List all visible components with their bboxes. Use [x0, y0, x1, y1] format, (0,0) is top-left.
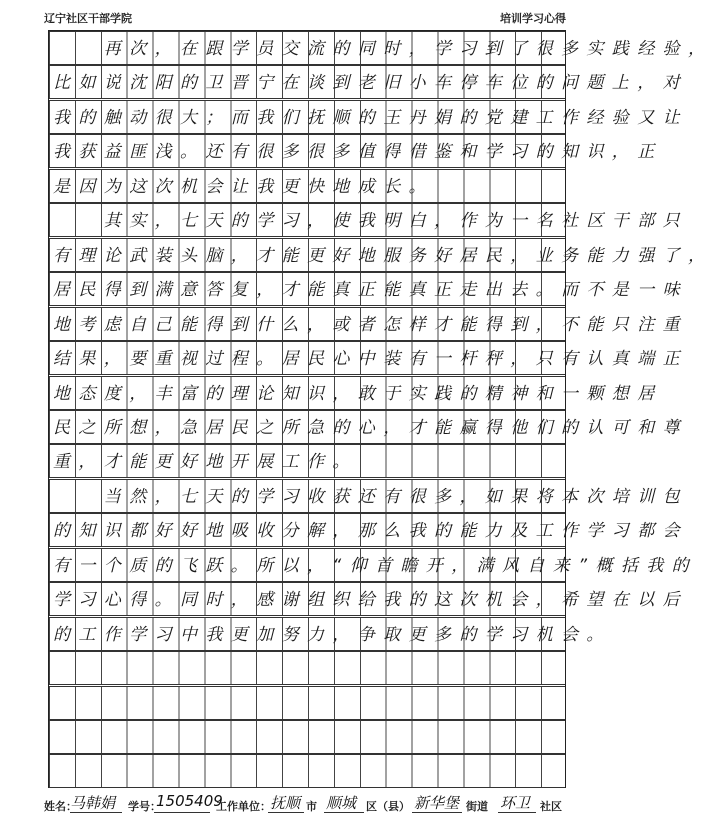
district-label: 区（县） [366, 800, 410, 813]
grid-row [49, 100, 688, 134]
student-info-footer [44, 792, 564, 816]
handwritten-line: 当然，七天的学习收获还有很多，如果将本次培训包 [53, 486, 688, 507]
city-value: 抚顺 [270, 794, 301, 812]
handwritten-line: 结果，要重视过程。居民心中装有一杆秤，只有认真端正 [53, 349, 688, 370]
work-unit-label: 工作单位： [216, 800, 271, 813]
grid-row [49, 65, 688, 99]
street-label: 街道 [466, 800, 488, 813]
grid-row [49, 341, 688, 375]
grid-row [49, 754, 565, 788]
grid-row [49, 582, 688, 616]
handwritten-line: 居民得到满意答复，才能真正能真正走出去。而不是一味 [53, 280, 688, 301]
grid-row [49, 548, 698, 582]
document-type-header: 培训学习心得 [500, 12, 566, 25]
community-label: 社区 [540, 800, 562, 813]
writing-grid [48, 30, 713, 788]
grid-row [49, 686, 565, 720]
city-underline [268, 812, 304, 813]
handwritten-line: 民之所想，急居民之所急的心，才能赢得他们的认可和尊 [53, 417, 688, 438]
student-id-underline [154, 812, 210, 813]
grid-row [49, 134, 663, 168]
institution-header: 辽宁社区干部学院 [44, 12, 132, 25]
grid-row [49, 410, 688, 444]
handwritten-line [53, 760, 561, 784]
name-value: 马韩娟 [70, 794, 116, 812]
handwritten-line: 其实，七天的学习，使我明白，作为一名社区干部只 [53, 211, 688, 232]
grid-row [49, 203, 688, 237]
district-value: 顺城 [326, 794, 357, 812]
handwritten-line [53, 657, 561, 681]
grid-row [49, 307, 688, 341]
handwritten-line: 再次，在跟学员交流的同时，学习到了很多实践经验， [53, 39, 713, 59]
handwritten-line: 的知识都好好地吸收分解，那么我的能力及工作学习都会 [53, 521, 688, 542]
handwritten-line: 重，才能更好地开展工作。 [53, 452, 358, 473]
handwritten-line: 地态度，丰富的理论知识，敢于实践的精神和一颗想居 [53, 383, 663, 404]
grid-row [49, 376, 663, 410]
grid-row [49, 238, 713, 272]
handwritten-line [53, 692, 561, 716]
street-underline [412, 812, 462, 813]
grid-row [49, 169, 565, 203]
student-id-label: 学号： [128, 800, 161, 813]
handwritten-line: 学习心得。同时，感谢组织给我的这次机会，希望在以后 [53, 590, 688, 611]
handwritten-line [53, 726, 561, 750]
city-label: 市 [306, 800, 317, 813]
grid-row [49, 479, 688, 513]
grid-row [49, 720, 565, 754]
name-underline [70, 812, 122, 813]
handwritten-line: 比如说沈阳的卫晋宁在谈到老旧小车停车位的问题上，对 [53, 73, 688, 94]
grid-row [49, 444, 565, 478]
grid-row [49, 31, 713, 65]
handwritten-line: 是因为这次机会让我更快地成长。 [53, 176, 434, 197]
handwritten-line: 有一个质的飞跃。所以，“仰首瞻开，满风自来”概括我的 [53, 555, 698, 576]
grid-row [49, 651, 565, 685]
student-id-value: 1505409 [156, 792, 223, 810]
grid-row [49, 617, 612, 651]
street-value: 新华堡 [414, 794, 460, 812]
name-label: 姓名： [44, 800, 77, 813]
handwritten-line: 有理论武装头脑，才能更好地服务好居民，业务能力强了， [53, 245, 713, 266]
grid-row [49, 272, 688, 306]
community-value: 环卫 [500, 794, 531, 812]
handwritten-line: 我获益匪浅。还有很多很多值得借鉴和学习的知识，正 [53, 142, 663, 163]
handwritten-line: 地考虑自己能得到什么，或者怎样才能得到，不能只注重 [53, 314, 688, 335]
grid-row [49, 513, 688, 547]
handwritten-line: 的工作学习中我更加努力，争取更多的学习机会。 [53, 624, 612, 645]
handwritten-line: 我的触动很大；而我们抚顺的王丹娟的党建工作经验又让 [53, 107, 688, 128]
community-underline [498, 812, 536, 813]
district-underline [324, 812, 364, 813]
